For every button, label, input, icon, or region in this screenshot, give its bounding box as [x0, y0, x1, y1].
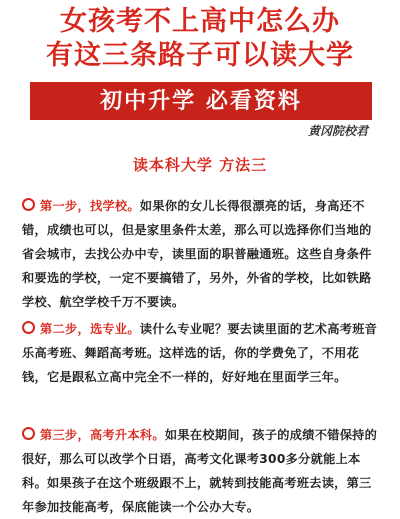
- title-line-1: 女孩考不上高中怎么办: [60, 6, 340, 37]
- section-title: 读本科大学 方法三: [132, 156, 268, 174]
- title-line-2: 有这三条路子可以读大学: [46, 40, 354, 71]
- circle-bullet-icon: [22, 321, 35, 334]
- author-watermark: 黄冈院校君: [307, 124, 368, 138]
- step-2-label: 第二步，选专业。: [40, 322, 140, 336]
- circle-bullet-icon: [22, 427, 35, 440]
- step-2-paragraph: [22, 317, 378, 389]
- step-3-label: 第三步，高考升本科。: [40, 428, 165, 442]
- circle-bullet-icon: [22, 198, 35, 211]
- step-3-text: 如果在校期间，孩子的成绩不错保持的很好，那么可以改学个日语，高考文化课考300多分就能上本科。如果孩子在这个班级跟不上，就转到技能高考班去读，第三年参加技能高考，保底能读一个公办大专。: [22, 428, 378, 514]
- step-2-text: 读什么专业呢？要去读里面的艺术高考班音乐高考班、舞蹈高考班。这样选的话，你的学费免了，不用花钱，它是跟私立高中完全不一样的，好好地在里面学三年。: [22, 322, 378, 384]
- step-1-text: 如果你的女儿长得很漂亮的话，身高还不错，成绩也可以，但是家里条件太差，那么可以选择你们当地的省会城市，去找公办中专，读里面的职普融通班。这些自身条件和要选的学校，一定不要搞错了，另外，外省的学校，比如铁路学校、航空学校千万不要读。: [22, 199, 372, 309]
- step-1-label: 第一步，找学校。: [40, 199, 140, 213]
- banner: 初中升学 必看资料: [30, 82, 372, 120]
- step-1-paragraph: [22, 194, 378, 314]
- step-3-paragraph: [22, 423, 378, 519]
